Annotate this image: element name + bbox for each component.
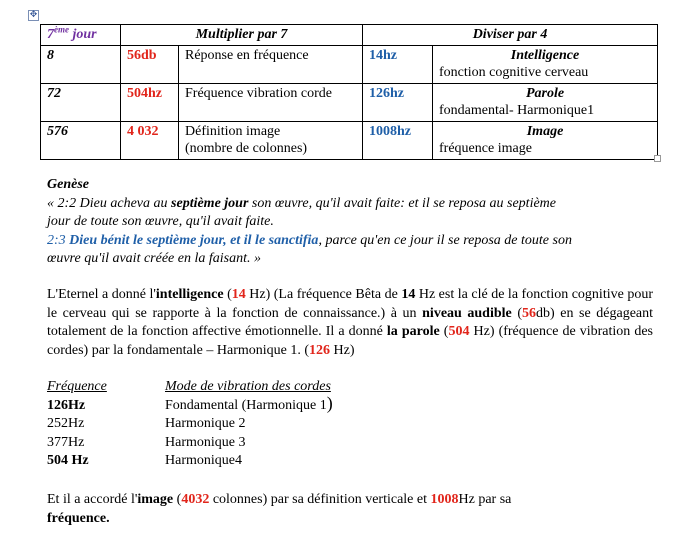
cell-description: Fréquence vibration corde [179, 84, 363, 122]
list-item: 252Hz Harmonique 2 [47, 416, 246, 431]
cell-description: Réponse en fréquence [179, 46, 363, 84]
header-multiplier: Multiplier par 7 [121, 25, 363, 46]
image-paragraph: Et il a accordé l'image (4032 colonnes) par sa définition verticale et 1008Hz par sa fréquence. [47, 492, 512, 526]
frequency-list-header [47, 378, 467, 397]
cell-meaning: Parole fondamental- Harmonique1 [433, 84, 658, 122]
table-row [41, 46, 658, 84]
cell-meaning: Intelligence fonction cognitive cerveau [433, 46, 658, 84]
table-move-handle-icon[interactable]: ✥ [29, 10, 38, 20]
table-header-row [41, 25, 658, 46]
header-divider: Diviser par 4 [363, 25, 658, 46]
cell-multiplied-value: 504hz [121, 84, 179, 122]
mode-column-header: Mode de vibration des cordes [165, 379, 331, 394]
cell-multiplied-value: 4 032 [121, 122, 179, 160]
cell-divided-value: 14hz [363, 46, 433, 84]
cell-meaning: Image fréquence image [433, 122, 658, 160]
list-item: 377Hz Harmonique 3 [47, 434, 246, 450]
cell-description: Définition image (nombre de colonnes) [179, 122, 363, 160]
cell-divided-value: 126hz [363, 84, 433, 122]
intelligence-paragraph: L'Eternel a donné l'intelligence (14 Hz) (La fréquence Bêta de 14 Hz est la clé de la fonction cognitive pour le cerveau qui se rapporte à la fonction de connaissance.) à un niveau audible (56db) en se dégageant totalement de la fonction affective émotionnelle. Il a donné la parole (504 Hz) (fréquence de vibration des cordes) par la fondamentale – Harmonique 1. (126 Hz) [47, 287, 654, 358]
frequency-column-header: Fréquence [47, 379, 107, 394]
table-row [41, 122, 658, 160]
header-day: 7ème jour [41, 25, 121, 46]
frequency-table [40, 24, 658, 160]
genesis-quote [47, 176, 653, 269]
cell-multiplied-value: 56db [121, 46, 179, 84]
cell-day-value: 8 [41, 46, 121, 84]
table-row [41, 84, 658, 122]
genesis-line: « 2:2 Dieu acheva au septième jour son œuvre, qu'il avait faite: et il se reposa au septième [47, 195, 556, 211]
genesis-line: œuvre qu'il avait créée en la faisant. » [47, 251, 261, 266]
cell-day-value: 72 [41, 84, 121, 122]
genesis-line: 2:3 Dieu bénit le septième jour, et il le sanctifia, parce qu'en ce jour il se reposa de toute son [47, 232, 572, 248]
frequency-list [47, 378, 467, 471]
genesis-line: jour de toute son œuvre, qu'il avait faite. [47, 214, 274, 229]
table-resize-handle-icon[interactable] [654, 155, 661, 162]
list-item: 504 Hz Harmonique4 [47, 453, 242, 468]
list-item: 126Hz Fondamental (Harmonique 1) [47, 392, 333, 413]
genesis-title: Genèse [47, 177, 89, 192]
cell-divided-value: 1008hz [363, 122, 433, 160]
cell-day-value: 576 [41, 122, 121, 160]
